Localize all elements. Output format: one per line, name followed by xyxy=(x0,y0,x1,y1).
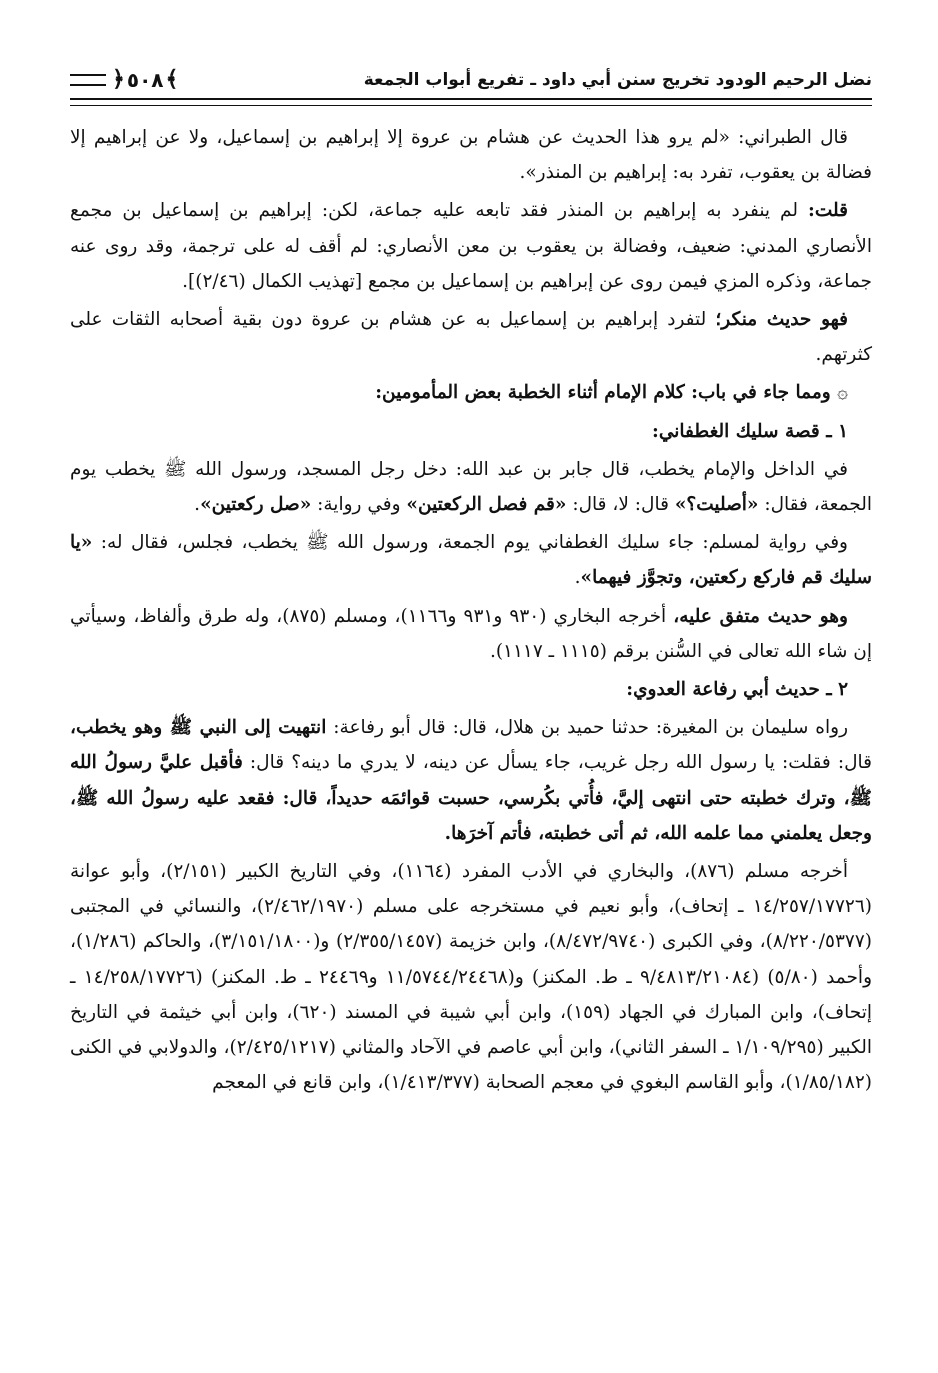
running-title: نضل الرحيم الودود تخريج سنن أبي داود ـ تفريع أبواب الجمعة xyxy=(363,70,872,90)
agreed-lead: وهو حديث متفق عليه، xyxy=(673,605,848,627)
page-body xyxy=(70,120,872,1103)
jabir-text-4: . xyxy=(194,494,201,516)
section-heading-bab xyxy=(70,375,872,410)
muslim-text-1: وفي رواية لمسلم: جاء سليك الغطفاني يوم الجمعة، ورسول الله ﷺ يخطب، فجلس، فقال له: xyxy=(92,532,848,554)
subheading-abu-rifaa: ٢ ـ حديث أبي رفاعة العدوي: xyxy=(626,679,848,701)
paragraph-verdict xyxy=(70,302,872,372)
paragraph-agreed-upon xyxy=(70,599,872,669)
paragraph-qult xyxy=(70,193,872,299)
rifaa-text-2: قال: فقلت: يا رسول الله رجل غريب، جاء يسأل عن دينه، لا يدري ما دينه؟ قال: xyxy=(242,752,872,774)
paragraph-abu-rifaa-hadith xyxy=(70,710,872,851)
jabir-text-1: في الداخل والإمام يخطب، قال جابر بن عبد الله: دخل رجل المسجد، ورسول الله ﷺ يخطب يوم الجمعة، فقال: xyxy=(70,458,872,516)
badge-double-rule xyxy=(70,74,106,86)
flower-ornament-icon: ۞ xyxy=(837,382,848,404)
paragraph-muslim-narration xyxy=(70,525,872,595)
header-double-rule xyxy=(70,98,872,106)
jabir-quote-3: «صل ركعتين» xyxy=(200,494,312,516)
paragraph-tabarani-quote: قال الطبراني: «لم يرو هذا الحديث عن هشام بن عروة إلا إبراهيم بن إسماعيل، ولا عن إبراهيم إلا فضالة بن يعقوب، تفرد به: إبراهيم بن المنذر». xyxy=(70,127,872,184)
jabir-text-2: قال: لا، قال: xyxy=(566,494,675,516)
page-number: ٥٠٨ xyxy=(126,68,164,92)
qult-text: لم ينفرد به إبراهيم بن المنذر فقد تابعه عليه جماعة، لكن: إبراهيم بن إسماعيل بن مجمع الأنصاري المدني: ضعيف، وفضالة بن يعقوب بن معن الأنصاري: لم أقف له على ترجمة، وقد روى عنه جماعة، وذكره المزي فيمن روى عن إبراهيم بن إسماعيل بن مجمع [تهذيب الكمال (٢/٤٦)]. xyxy=(70,200,872,292)
section-heading-bab-text: ومما جاء في باب: كلام الإمام أثناء الخطبة بعض المأمومين: xyxy=(375,382,838,404)
agreed-text: أخرجه البخاري (٩٣٠ و٩٣١ و١١٦٦)، ومسلم (٨٧٥)، وله طرق وألفاظ، وسيأتي إن شاء الله تعالى في السُّنن برقم (١١١٥ ـ ١١١٧). xyxy=(70,605,872,662)
paragraph-jabir-hadith xyxy=(70,452,872,522)
rifaa-quote-2: فأقبل عليَّ رسولُ الله ﷺ، وترك خطبته حتى انتهى إليَّ، فأُتي بكُرسي، حسبت قوائمَه حديداً، قال: فقعد عليه رسولُ الله ﷺ، وجعل يعلمني مما علمه الله، ثم أتى خطبته، فأتم آخرَها. xyxy=(70,752,872,844)
badge-bracket-right: ﴾ xyxy=(165,67,179,92)
paragraph-takhrij: أخرجه مسلم (٨٧٦)، والبخاري في الأدب المفرد (١١٦٤)، وفي التاريخ الكبير (٢/١٥١)، وأبو عوانة (١٤/٢٥٧/١٧٧٢٦ ـ إتحاف)، وأبو نعيم في مستخرجه على مسلم (٢/٤٦٢/١٩٧٠)، والنسائي في المجتبى (٨/٢٢٠/٥٣٧٧)، وفي الكبرى (٨/٤٧٢/٩٧٤٠)، وابن خزيمة (٢/٣٥٥/١٤٥٧) و(٣/١٥١/١٨٠٠)، والحاكم (١/٢٨٦)، وأحمد (٥/٨٠) (٩/٤٨١٣/٢١٠٨٤ ـ ط. المكنز) و(١١/٥٧٤٤/٢٤٤٦٨ و٢٤٤٦٩ ـ ط. المكنز) (١٤/٢٥٨/١٧٧٢٦ ـ إتحاف)، وابن المبارك في الجهاد (١٥٩)، وابن أبي شيبة في المسند (٦٢٠)، وابن أبي خيثمة في التاريخ الكبير (١/١٠٩/٢٩٥ ـ السفر الثاني)، وابن أبي عاصم في الآحاد والمثاني (٢/٤٢٥/١٢١٧)، والدولابي في الكنى (١/٨٥/١٨٢)، وأبو القاسم البغوي في معجم الصحابة (١/٤١٣/٣٧٧)، وابن قانع في المعجم xyxy=(70,861,873,1094)
page-header xyxy=(70,56,872,94)
muslim-text-2: . xyxy=(574,567,581,589)
jabir-text-3: وفي رواية: xyxy=(311,494,407,516)
jabir-quote-1: «أصليت؟» xyxy=(674,494,759,516)
rifaa-quote-1: انتهيت إلى النبي ﷺ وهو يخطب، xyxy=(70,717,327,739)
page-number-badge xyxy=(70,68,178,94)
qult-lead: قلت: xyxy=(808,200,848,222)
rifaa-text-1: رواه سليمان بن المغيرة: حدثنا حميد بن هلال، قال: قال أبو رفاعة: xyxy=(326,717,848,739)
book-page xyxy=(70,56,872,1356)
verdict-text: لتفرد إبراهيم بن إسماعيل به عن هشام بن عروة دون بقية أصحابه الثقات على كثرتهم. xyxy=(70,309,872,366)
subheading-sulayk: ١ ـ قصة سليك الغطفاني: xyxy=(652,420,848,442)
muslim-quote: «يا سليك قم فاركع ركعتين، وتجوَّز فيهما» xyxy=(70,532,872,589)
verdict-lead: فهو حديث منكر؛ xyxy=(715,309,848,331)
jabir-quote-2: «قم فصل الركعتين» xyxy=(406,494,567,516)
badge-bracket-left: ﴿ xyxy=(112,67,125,92)
